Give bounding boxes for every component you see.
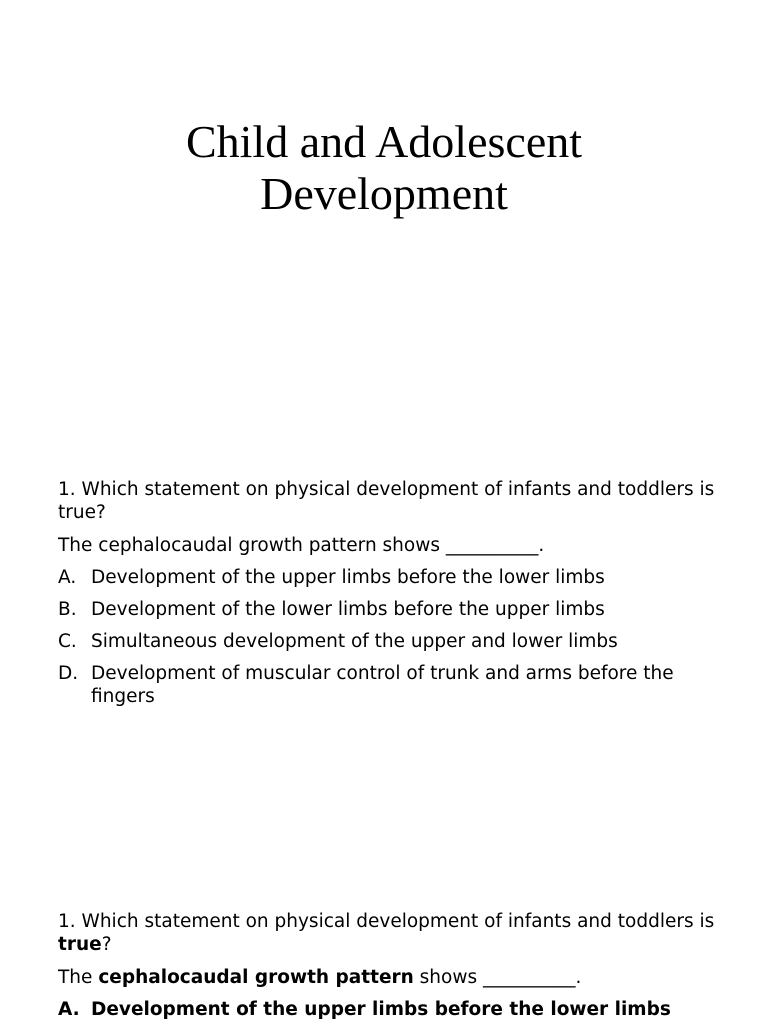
option-letter: B. [58, 599, 77, 620]
title-line-1: Child and Adolescent [185, 116, 583, 167]
question-text: 1. Which statement on physical development of infants and toddlers is true? [58, 479, 715, 523]
question-text [58, 910, 718, 956]
option-b [58, 598, 718, 621]
title-line-2: Development [260, 168, 508, 219]
prompt-part: shows __________. [419, 967, 582, 988]
option-text: Development of the upper limbs before the lower limbs [91, 567, 605, 588]
question-prompt [58, 966, 718, 989]
option-letter: D. [58, 663, 79, 684]
option-text: Development of muscular control of trunk and arms before the fingers [91, 663, 674, 707]
question-prompt: The cephalocaudal growth pattern shows __________. [58, 535, 545, 556]
option-c [58, 630, 718, 653]
prompt-emphasis: cephalocaudal growth pattern [98, 967, 414, 988]
option-letter: A. [58, 999, 80, 1020]
question-block-1 [58, 478, 718, 717]
prompt-part: The [58, 967, 93, 988]
option-d [58, 662, 718, 708]
answer-option-a [58, 998, 718, 1021]
question-text-part: 1. Which statement on physical development of infants and toddlers is [58, 911, 715, 932]
question-block-2 [58, 910, 718, 1030]
option-letter: C. [58, 631, 77, 652]
option-letter: A. [58, 567, 77, 588]
question-text-part: ? [101, 934, 112, 955]
option-a [58, 566, 718, 589]
option-text: Development of the lower limbs before the upper limbs [91, 599, 605, 620]
slide-title [0, 116, 768, 220]
option-text: Development of the upper limbs before the lower limbs [91, 999, 671, 1020]
question-emphasis: true [58, 934, 102, 955]
option-text: Simultaneous development of the upper and lower limbs [91, 631, 618, 652]
